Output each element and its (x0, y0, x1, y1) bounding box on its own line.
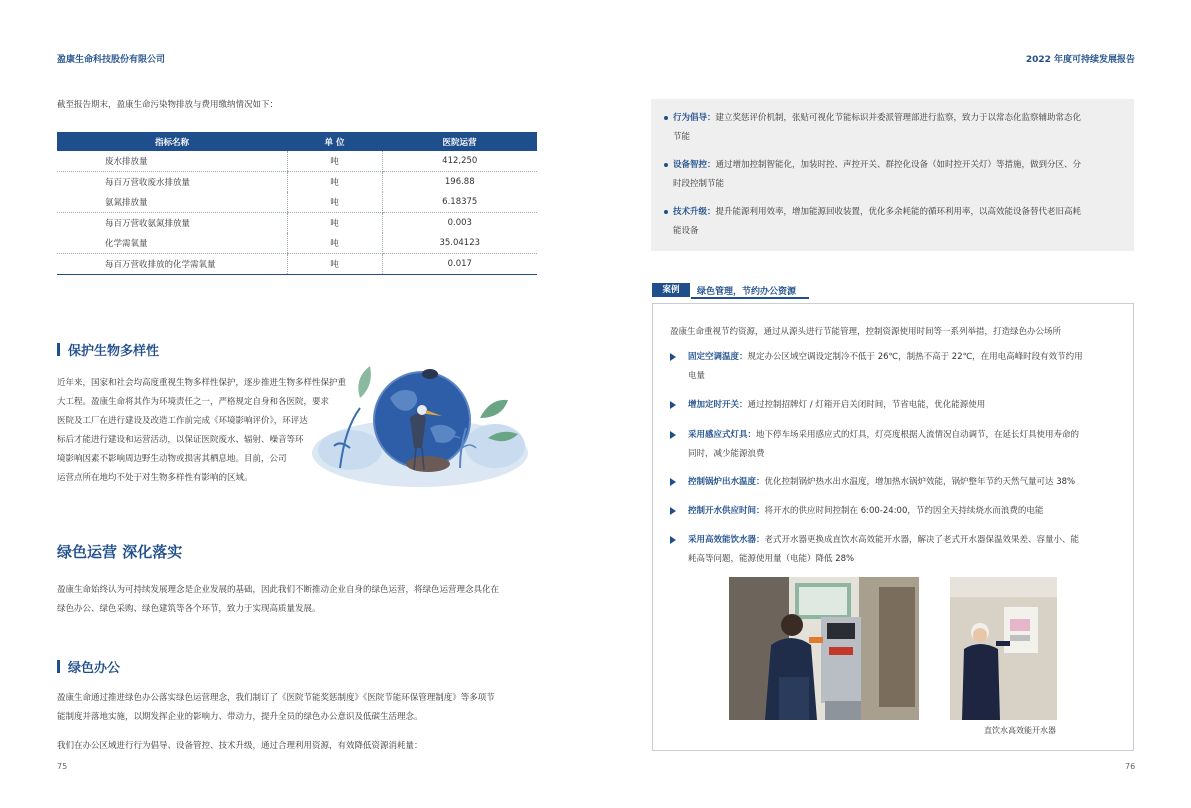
column-header: 指标名称 (57, 132, 287, 151)
case-item-text: 优化控制锅炉热水出水温度，增加热水锅炉效能，锅炉整年节约天然气量可达 38% (764, 477, 1076, 487)
triangle-bullet-icon (670, 507, 676, 515)
table-row (57, 151, 537, 172)
case-item (670, 473, 1120, 492)
case-item-label: 控制开水供应时间： (688, 506, 765, 516)
table-row (57, 172, 537, 193)
case-item-label: 固定空调温度： (688, 352, 748, 362)
case-title: 绿色管理，节约办公资源 (697, 287, 797, 297)
green-office-closing: 我们在办公区域进行行为倡导、设备管控、技术升级，通过合理利用资源，有效降低资源消耗量： (57, 741, 423, 751)
page-number-left: 75 (57, 762, 68, 771)
company-name: 盈康生命科技股份有限公司 (57, 55, 166, 65)
case-item-label: 增加定时开关： (688, 400, 748, 410)
case-tag: 案例 (652, 283, 690, 297)
table-cell: 35.04123 (382, 233, 537, 254)
paragraph-line: 境影响因素不影响周边野生动物或损害其栖息地。目前，公司 (57, 454, 287, 464)
case-item-text: 通过控制招牌灯 / 灯箱开启关闭时间，节省电能，优化能源使用 (747, 400, 986, 410)
case-item (670, 426, 1120, 464)
heading-bar (57, 660, 60, 673)
table-cell: 412,250 (382, 151, 537, 172)
photo-caption: 直饮水高效能开水器 (984, 726, 1056, 735)
table-cell: 废水排放量 (57, 151, 287, 172)
table-cell: 吨 (287, 233, 382, 254)
measure-label: 行为倡导： (673, 113, 716, 123)
paragraph-line: 标后才能进行建设和运营活动，以保证医院废水、辐射、噪音等环 (57, 435, 304, 445)
measure-item (664, 109, 1119, 147)
green-ops-paragraph (57, 581, 547, 619)
paragraph-line: 绿色办公、绿色采购、绿色建筑等各个环节，致力于实现高质量发展。 (57, 604, 321, 614)
measure-item (664, 203, 1119, 241)
paragraph-line: 医院及工厂在进行建设及改造工作前完成《环境影响评价》，环评达 (57, 416, 308, 426)
case-item-text-cont: 电量 (688, 371, 706, 381)
table-row (57, 233, 537, 254)
case-item-text: 规定办公区域空调设定制冷不低于 26℃，制热不高于 22℃，在用电高峰时段有效节约用 (747, 352, 1083, 362)
green-office-paragraph (57, 689, 547, 727)
case-item-label: 控制锅炉出水温度： (688, 477, 765, 487)
triangle-bullet-icon (670, 401, 676, 409)
case-item-text-cont: 耗高等问题，能源使用量（电能）降低 28% (688, 554, 855, 564)
table-row (57, 192, 537, 213)
paragraph-line: 近年来，国家和社会均高度重视生物多样性保护，逐步推进生物多样性保护重 (57, 378, 347, 388)
measure-item (664, 156, 1119, 194)
table-cell: 每百万营收氨氮排放量 (105, 219, 191, 229)
case-item-label: 采用感应式灯具： (688, 430, 757, 440)
table-cell: 每百万营收排放的化学需氧量 (57, 254, 287, 275)
case-item (670, 502, 1120, 521)
table-cell: 化学需氧量 (57, 233, 287, 254)
paragraph-line: 能制度并落地实施，以期发挥企业的影响力、带动力，提升全员的绿色办公意识及低碳生活理念。 (57, 712, 423, 722)
measure-text: 建立奖惩评价机制，张贴可视化节能标识并委派管理部进行监察，致力于以常态化监察辅助常态化 (715, 113, 1082, 123)
water-dispenser-photo-1 (729, 577, 919, 720)
table-cell: 吨 (287, 172, 382, 193)
water-dispenser-photo-2 (950, 577, 1057, 720)
measures-box (651, 99, 1134, 251)
measure-label: 设备智控： (673, 160, 716, 170)
triangle-bullet-icon (670, 536, 676, 544)
measure-text: 通过增加控制智能化，加装时控、声控开关、群控化设备（如时控开关灯）等措施，做到分区、分 (715, 160, 1082, 170)
emissions-intro: 截至报告期末，盈康生命污染物排放与费用缴纳情况如下： (57, 100, 279, 110)
case-item (670, 531, 1120, 569)
green-ops-title: 绿色运营 深化落实 (57, 543, 183, 561)
page-number-right: 76 (1125, 762, 1136, 771)
green-office-heading (57, 657, 120, 676)
table-row (57, 213, 537, 234)
table-cell: 196.88 (444, 177, 475, 187)
case-title-underline (691, 297, 809, 299)
table-cell: 氨氮排放量 (57, 192, 287, 213)
case-item-text: 将开水的供应时间控制在 6:00-24:00，节约因全天持续烧水而浪费的电能 (764, 506, 1044, 516)
biodiversity-heading (57, 340, 159, 359)
table-cell: 吨 (287, 254, 382, 275)
table-cell: 每百万营收废水排放量 (105, 178, 191, 188)
column-header: 医院运营 (382, 132, 537, 151)
case-item-text: 老式开水器更换成直饮水高效能开水器，解决了老式开水器保温效果差、容量小、能 (764, 535, 1080, 545)
heading-bar (57, 343, 60, 356)
case-item (670, 348, 1120, 386)
measure-text-cont: 时段控制节能 (673, 179, 725, 189)
bullet-icon (664, 210, 668, 214)
triangle-bullet-icon (670, 431, 676, 439)
table-cell: 6.18375 (382, 192, 537, 213)
emissions-table (57, 132, 537, 275)
report-title: 2022 年度可持续发展报告 (1025, 55, 1135, 65)
table-cell: 0.017 (382, 254, 537, 275)
case-item-text-cont: 同时，减少能源浪费 (688, 449, 765, 459)
case-item-label: 采用高效能饮水器： (688, 535, 765, 545)
table-row (57, 254, 537, 275)
bullet-icon (664, 116, 668, 120)
table-header-row (57, 132, 537, 151)
paragraph-line: 大工程。盈康生命将其作为环境责任之一，严格规定自身和各医院，要求 (57, 397, 330, 407)
measure-text: 提升能源利用效率，增加能源回收装置，优化多余耗能的循环利用率，以高效能设备替代老旧高耗 (715, 207, 1082, 217)
paragraph-line: 运营点所在地均不处于对生物多样性有影响的区域。 (57, 473, 253, 483)
case-intro: 盈康生命重视节约资源，通过从源头进行节能管理，控制资源使用时间等一系列举措，打造绿色办公场所 (670, 327, 1062, 337)
column-header: 单 位 (287, 132, 382, 151)
biodiversity-illustration (310, 358, 530, 488)
triangle-bullet-icon (670, 353, 676, 361)
table-cell: 吨 (287, 192, 382, 213)
table-cell: 吨 (287, 151, 382, 172)
biodiversity-title: 保护生物多样性 (68, 344, 160, 359)
table-cell: 吨 (287, 213, 382, 234)
paragraph-line: 盈康生命通过推进绿色办公落实绿色运营理念，我们制订了《医院节能奖惩制度》《医院节能环保管理制度》等多项节 (57, 693, 495, 703)
green-office-title: 绿色办公 (68, 661, 121, 676)
measure-text-cont: 节能 (673, 132, 691, 142)
triangle-bullet-icon (670, 478, 676, 486)
case-item-text: 地下停车场采用感应式的灯具，灯亮度根据人流情况自动调节，在延长灯具使用寿命的 (756, 430, 1080, 440)
measure-label: 技术升级： (673, 207, 716, 217)
bullet-icon (664, 163, 668, 167)
table-cell: 0.003 (447, 218, 472, 228)
measure-text-cont: 能设备 (673, 226, 699, 236)
case-item (670, 396, 1120, 415)
paragraph-line: 盈康生命始终认为可持续发展理念是企业发展的基础，因此我们不断推动企业自身的绿色运营，将绿色运营理念具化在 (57, 585, 500, 595)
